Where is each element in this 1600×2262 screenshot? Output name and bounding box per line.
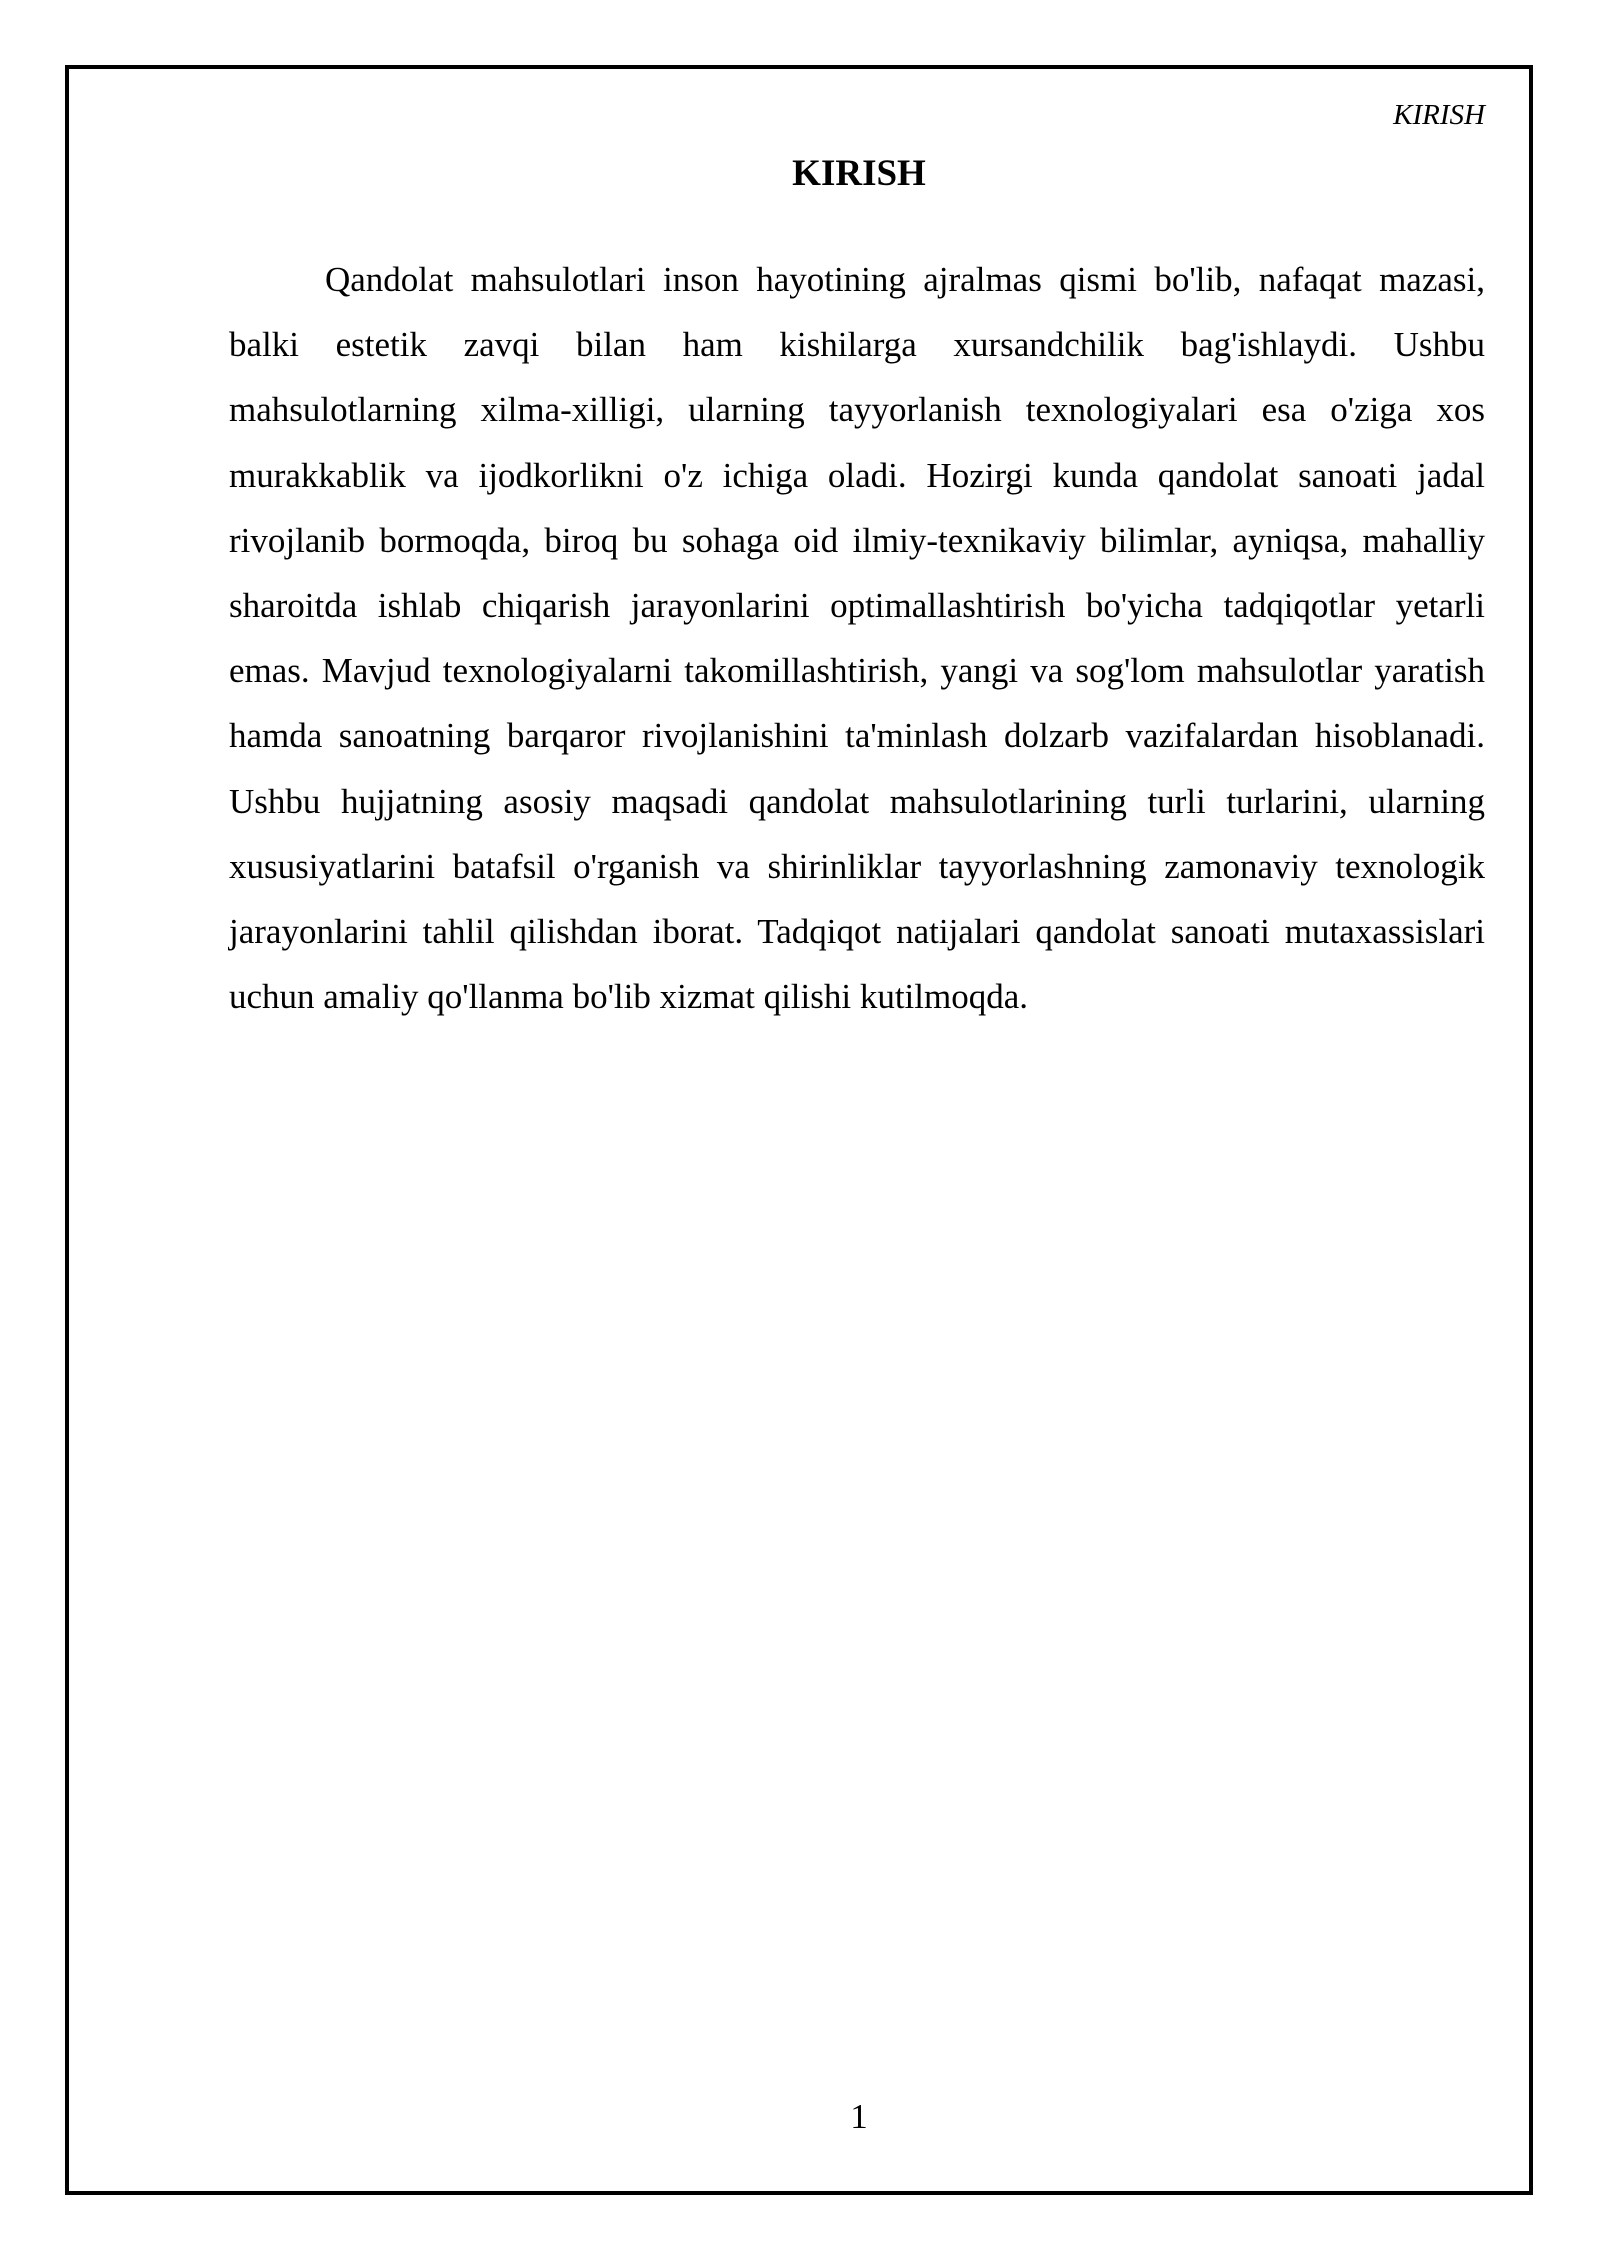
page-number: 1 bbox=[850, 2097, 868, 2136]
body-paragraph: Qandolat mahsulotlari inson hayotining ajralmas qismi bo'lib, nafaqat mazasi, balki estetik zavqi bilan ham kishilarga xursandchilik bag'ishlaydi. Ushbu mahsulotlarning xilma-xilligi, ularning tayyorlanish texnologiyalari esa o'ziga xos murakkablik va ijodkorlikni o'z ichiga oladi. Hozirgi kunda qandolat sanoati jadal rivojlanib bormoqda, biroq bu sohaga oid ilmiy-texnikaviy bilimlar, ayniqsa, mahalliy sharoitda ishlab chiqarish jarayonlarini optimallashtirish bo'yicha tadqiqotlar yetarli emas. Mavjud texnologiyalarni takomillashtirish, yangi va sog'lom mahsulotlar yaratish hamda sanoatning barqaror rivojlanishini ta'minlash dolzarb vazifalardan hisoblanadi. Ushbu hujjatning asosiy maqsadi qandolat mahsulotlarining turli turlarini, ularning xususiyatlarini batafsil o'rganish va shirinliklar tayyorlashning zamonaviy texnologik jarayonlarini tahlil qilishdan iborat. Tadqiqot natijalari qandolat sanoati mutaxassislari uchun amaliy qo'llanma bo'lib xizmat qilishi kutilmoqda. bbox=[229, 260, 1485, 1017]
page-title: KIRISH bbox=[792, 153, 926, 194]
running-header: KIRISH bbox=[1393, 99, 1485, 131]
